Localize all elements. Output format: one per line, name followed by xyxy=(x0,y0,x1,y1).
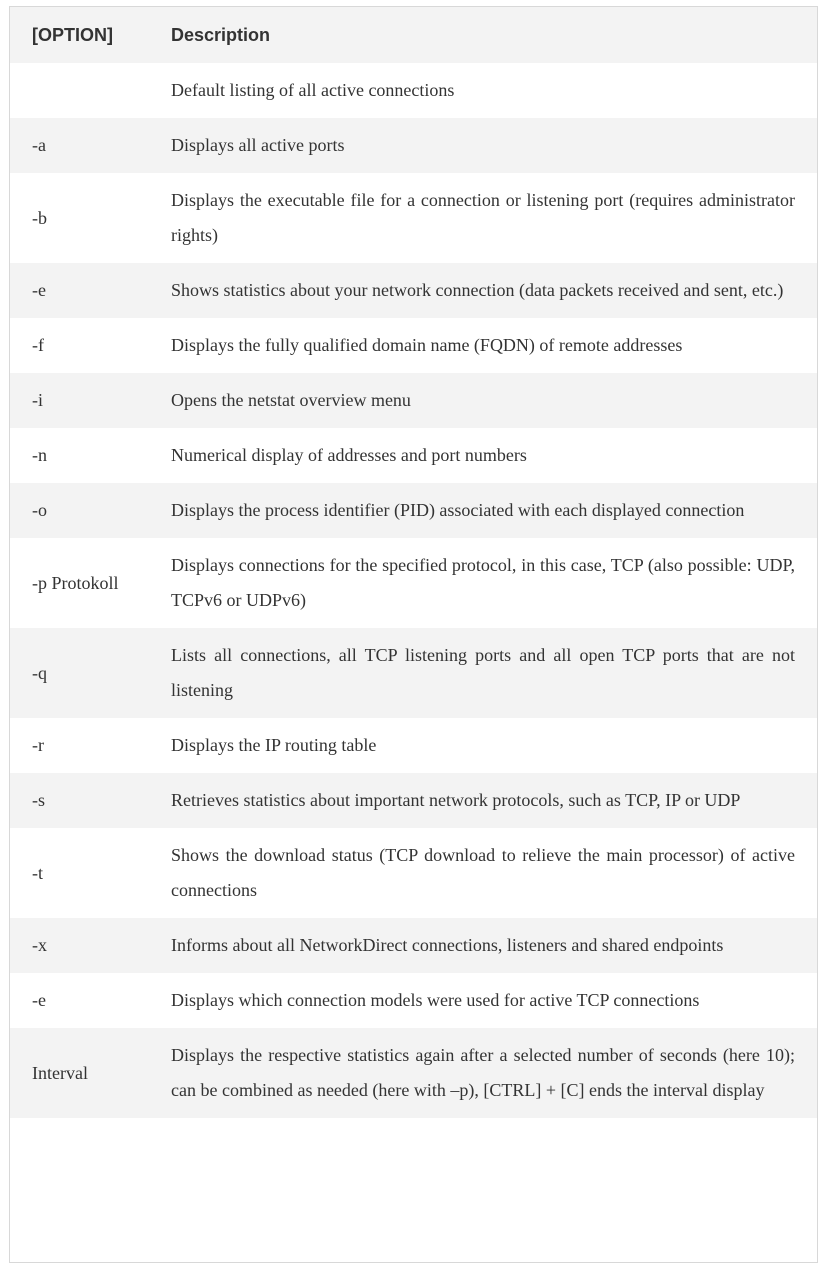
options-table-frame xyxy=(9,6,818,1263)
option-cell: Interval xyxy=(32,1062,88,1083)
table-row xyxy=(10,118,817,173)
table-row xyxy=(10,828,817,918)
option-cell xyxy=(10,63,149,118)
option-cell: -f xyxy=(32,335,44,355)
option-cell: -s xyxy=(32,790,45,810)
header-option: [OPTION] xyxy=(10,7,149,63)
description-cell: Opens the netstat overview menu xyxy=(171,390,411,410)
description-cell: Shows statistics about your network connection (data packets received and sent, etc.) xyxy=(171,280,784,300)
description-cell: Informs about all NetworkDirect connections, listeners and shared endpoints xyxy=(171,935,724,955)
table-row xyxy=(10,718,817,773)
table-row xyxy=(10,483,817,538)
table-row xyxy=(10,318,817,373)
table-row xyxy=(10,263,817,318)
option-cell: -n xyxy=(32,445,47,465)
description-cell: Shows the download status (TCP download to relieve the main processor) of active connections xyxy=(171,845,795,900)
option-cell: -b xyxy=(32,207,47,228)
description-cell: Retrieves statistics about important network protocols, such as TCP, IP or UDP xyxy=(171,790,741,810)
description-cell: Displays the process identifier (PID) associated with each displayed connection xyxy=(171,500,745,520)
table-header-row xyxy=(10,7,817,63)
table-row xyxy=(10,973,817,1028)
description-cell: Displays connections for the specified protocol, in this case, TCP (also possible: UDP, TCPv6 or UDPv6) xyxy=(171,555,795,610)
table-row xyxy=(10,373,817,428)
description-cell: Default listing of all active connections xyxy=(171,80,455,100)
description-cell: Lists all connections, all TCP listening ports and all open TCP ports that are not listening xyxy=(171,645,795,700)
description-cell: Displays all active ports xyxy=(171,135,345,155)
description-cell: Numerical display of addresses and port numbers xyxy=(171,445,527,465)
description-cell: Displays the executable file for a connection or listening port (requires administrator rights) xyxy=(171,190,795,245)
table-row xyxy=(10,173,817,263)
option-cell: -p Protokoll xyxy=(32,572,119,593)
description-cell: Displays the respective statistics again after a selected number of seconds (here 10); can be combined as needed (here with –p), [CTRL] + [C] ends the interval display xyxy=(171,1045,795,1100)
description-cell: Displays which connection models were used for active TCP connections xyxy=(171,990,700,1010)
table-row xyxy=(10,538,817,628)
option-cell: -e xyxy=(32,990,46,1010)
option-cell: -a xyxy=(32,135,46,155)
table-row xyxy=(10,918,817,973)
netstat-options-table xyxy=(10,7,817,1118)
option-cell: -q xyxy=(32,662,47,683)
table-row xyxy=(10,63,817,118)
table-body xyxy=(10,63,817,1118)
table-row xyxy=(10,628,817,718)
option-cell: -i xyxy=(32,390,43,410)
header-description: Description xyxy=(149,7,817,63)
option-cell: -e xyxy=(32,280,46,300)
description-cell: Displays the IP routing table xyxy=(171,735,377,755)
option-cell: -o xyxy=(32,500,47,520)
option-cell: -x xyxy=(32,935,47,955)
option-cell: -r xyxy=(32,735,44,755)
option-cell: -t xyxy=(32,862,43,883)
description-cell: Displays the fully qualified domain name (FQDN) of remote addresses xyxy=(171,335,683,355)
table-row xyxy=(10,428,817,483)
table-row xyxy=(10,773,817,828)
table-row xyxy=(10,1028,817,1118)
